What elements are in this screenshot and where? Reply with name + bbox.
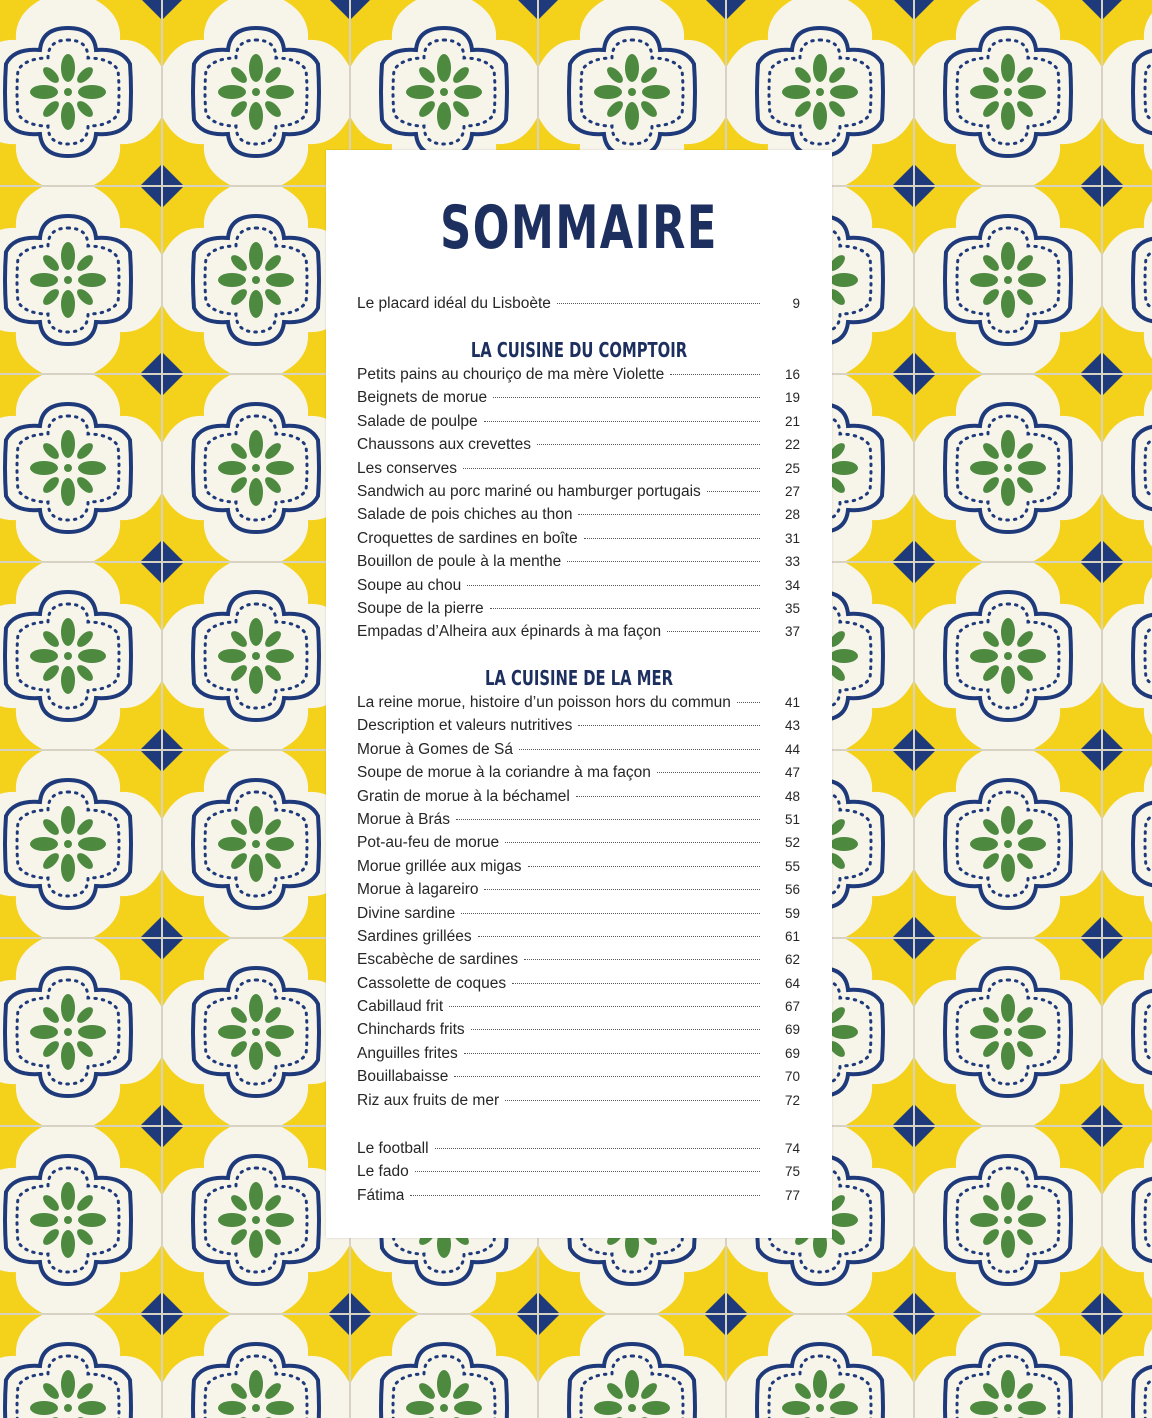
toc-entry-page: 69 [784,1045,800,1061]
toc-entry-page: 9 [792,296,800,311]
toc-entry[interactable] [357,553,800,576]
toc-entry-page: 16 [784,367,800,382]
toc-entry-label: Le football [357,1140,429,1157]
toc-entry[interactable] [357,506,800,529]
dot-leader [567,561,760,562]
toc-entry-page: 62 [784,952,800,968]
toc-entry-label: Chaussons aux crevettes [357,436,532,454]
table-of-contents-panel [326,150,832,1238]
toc-entry[interactable] [357,366,800,389]
toc-entry-label: La reine morue, histoire d’un poisson hors du commun [357,694,731,711]
toc-entry-label: Petits pains au chouriço de ma mère Violette [357,366,665,383]
toc-entry[interactable] [357,694,800,717]
toc-entry-label: Empadas d’Alheira aux épinards à ma façon [357,623,662,641]
toc-entry[interactable] [357,1140,800,1163]
toc-entry[interactable] [357,764,800,787]
toc-entry[interactable] [357,905,800,928]
toc-entry[interactable] [357,1092,800,1115]
toc-entry[interactable] [357,577,800,600]
toc-entry-page: 72 [784,1092,800,1108]
toc-entry-page: 41 [784,695,800,710]
toc-entry[interactable] [357,811,800,834]
toc-entry-page: 59 [784,905,800,921]
dot-leader [464,1053,760,1054]
toc-entry-page: 48 [784,788,800,804]
toc-entry-label: Description et valeurs nutritives [357,717,573,735]
toc-entry[interactable] [357,530,800,553]
dot-leader [505,1100,760,1101]
dot-leader [537,444,760,445]
toc-entry-label: Le fado [357,1163,409,1181]
dot-leader [493,397,760,398]
toc-entry[interactable] [357,483,800,506]
toc-entry[interactable] [357,881,800,904]
toc-entry[interactable] [357,389,800,412]
toc-entry-label: Soupe au chou [357,576,462,594]
dot-leader [454,1076,760,1077]
toc-entry-page: 44 [784,741,800,757]
toc-entry-label: Le placard idéal du Lisboète [357,295,551,312]
section-heading-comptoir: LA CUISINE DU COMPTOIR [470,338,688,362]
dot-leader [461,913,760,914]
toc-entry[interactable] [357,951,800,974]
dot-leader [578,514,760,515]
toc-entry[interactable] [357,1187,800,1210]
toc-entry-label: Cassolette de coques [357,974,507,992]
toc-entry[interactable] [357,998,800,1021]
toc-entry-label: Morue grillée aux migas [357,857,522,875]
toc-entry-page: 34 [784,577,800,593]
toc-entry[interactable] [357,413,800,436]
toc-entry-page: 52 [784,835,800,851]
toc-entry-page: 67 [784,999,800,1015]
toc-entry-label: Salade de poulpe [357,412,478,430]
toc-entry[interactable] [357,436,800,459]
toc-entry[interactable] [357,1163,800,1186]
toc-entry-label: Divine sardine [357,904,456,922]
toc-entry[interactable] [357,741,800,764]
toc-entry[interactable] [357,975,800,998]
toc-entry-label: Croquettes de sardines en boîte [357,529,578,547]
dot-leader [505,842,760,843]
toc-entry[interactable] [357,600,800,623]
toc-entry[interactable] [357,1068,800,1091]
toc-entry-label: Anguilles frites [357,1044,458,1062]
dot-leader [449,1006,760,1007]
toc-entry-label: Morue à Gomes de Sá [357,740,513,758]
toc-entry-page: 19 [784,390,800,406]
toc-entry-label: Gratin de morue à la béchamel [357,787,570,805]
dot-leader [484,421,760,422]
dot-leader [471,1029,760,1030]
toc-section-mer-list [357,694,800,1115]
toc-entry-label: Chinchards frits [357,1021,465,1039]
toc-entry-page: 61 [784,928,800,944]
toc-entry-page: 74 [784,1141,800,1156]
toc-entry-label: Riz aux fruits de mer [357,1091,500,1109]
toc-entry-page: 51 [784,811,800,827]
toc-entry-label: Sardines grillées [357,927,472,945]
toc-entry[interactable] [357,295,800,318]
dot-leader [576,796,760,797]
toc-entry[interactable] [357,460,800,483]
toc-entry-page: 27 [784,483,800,499]
dot-leader [484,889,760,890]
toc-entry-page: 77 [784,1187,800,1203]
toc-entry-page: 21 [784,413,800,429]
dot-leader [707,491,760,492]
dot-leader [557,303,760,304]
toc-entry-label: Soupe de la pierre [357,599,484,617]
dot-leader [667,631,760,632]
toc-entry-page: 70 [784,1069,800,1085]
toc-entry-label: Fátima [357,1186,405,1204]
page-title: SOMMAIRE [440,193,718,263]
toc-entry-label: Salade de pois chiches au thon [357,506,573,524]
toc-entry-page: 33 [784,554,800,570]
dot-leader [578,725,760,726]
dot-leader [410,1195,760,1196]
toc-intro-list [357,295,800,318]
toc-entry[interactable] [357,623,800,646]
dot-leader [478,936,760,937]
toc-entry[interactable] [357,858,800,881]
toc-entry-page: 25 [784,460,800,476]
toc-entry[interactable] [357,834,800,857]
toc-entry[interactable] [357,788,800,811]
toc-entry-label: Cabillaud frit [357,998,444,1016]
toc-entry-page: 75 [784,1164,800,1180]
dot-leader [463,468,760,469]
toc-entry-page: 43 [784,718,800,734]
toc-entry-label: Pot-au-feu de morue [357,834,500,852]
toc-entry-page: 47 [784,765,800,781]
dot-leader [490,608,760,609]
toc-entry-label: Beignets de morue [357,389,488,407]
toc-entry-label: Sandwich au porc mariné ou hamburger portugais [357,482,701,500]
dot-leader [584,538,760,539]
dot-leader [657,772,760,773]
toc-entry-page: 69 [784,1022,800,1038]
toc-section-comptoir-list [357,366,800,647]
toc-entry-page: 56 [784,882,800,898]
toc-entry-label: Bouillon de poule à la menthe [357,553,562,571]
toc-entry[interactable] [357,928,800,951]
dot-leader [456,819,760,820]
dot-leader [737,702,760,703]
toc-entry-label: Les conserves [357,459,457,477]
toc-entry-page: 37 [784,624,800,640]
toc-entry-label: Bouillabaisse [357,1068,449,1086]
toc-entry-page: 35 [784,600,800,616]
toc-entry[interactable] [357,717,800,740]
toc-entry[interactable] [357,1045,800,1068]
toc-entry-page: 31 [784,530,800,546]
dot-leader [512,983,760,984]
dot-leader [528,866,760,867]
dot-leader [519,749,760,750]
toc-entry-page: 55 [784,858,800,874]
dot-leader [435,1148,760,1149]
toc-entry-page: 22 [784,437,800,453]
toc-entry-label: Morue à lagareiro [357,881,479,899]
dot-leader [467,585,760,586]
dot-leader [670,374,760,375]
toc-entry-page: 28 [784,507,800,523]
toc-entry[interactable] [357,1021,800,1044]
toc-entry-label: Escabèche de sardines [357,951,519,969]
toc-entry-page: 64 [784,975,800,991]
dot-leader [524,959,760,960]
section-heading-mer: LA CUISINE DE LA MER [484,666,674,690]
toc-entry-label: Morue à Brás [357,810,451,828]
toc-entry-label: Soupe de morue à la coriandre à ma façon [357,764,651,782]
dot-leader [415,1171,760,1172]
toc-extras-list [357,1140,800,1210]
